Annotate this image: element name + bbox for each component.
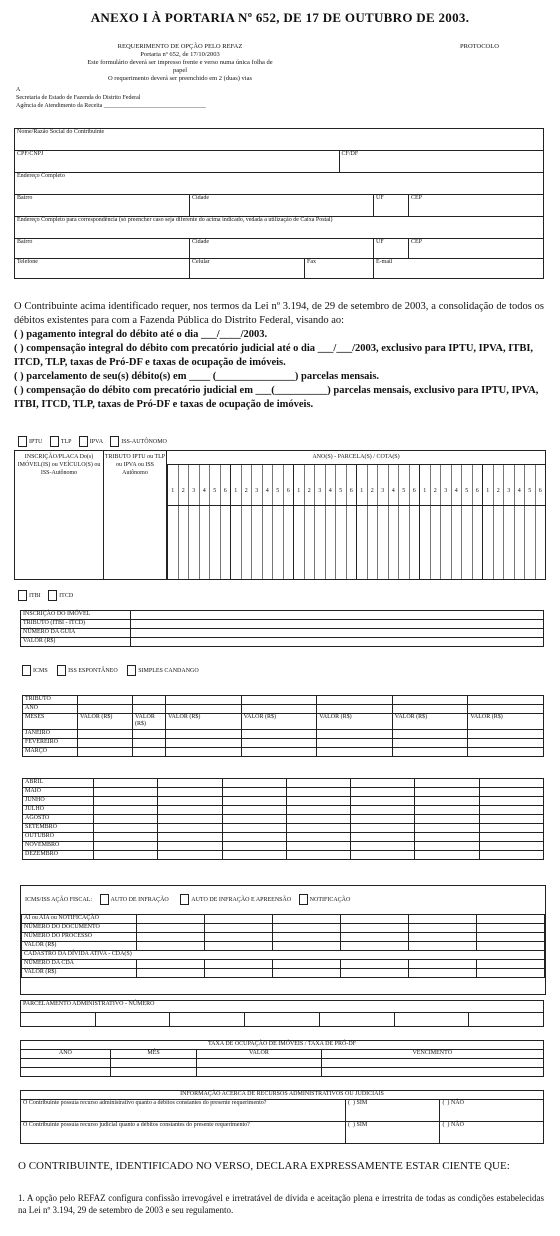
s3-month: ABRIL: [23, 779, 94, 788]
request-instruction-2: O requerimento deverá ser preenchido em 2 (duas) vias: [107, 75, 253, 82]
s7-q1-nao[interactable]: ( ) NÃO: [440, 1100, 544, 1122]
s1-grid-number: 6: [412, 488, 416, 494]
option-compensacao-parcelas[interactable]: ( ) compensação do débito com precatório judicial em ___(__________) parcelas mensais, exclusivo para IPTU, IPVA, ITBI, ITCD, TLP, taxas de Pró-DF e taxas de ocupação de imóveis.: [14, 385, 539, 410]
telefone-field[interactable]: Telefone: [15, 259, 190, 279]
s4-table: [21, 914, 545, 978]
footer-declaration: O CONTRIBUINTE, IDENTIFICADO NO VERSO, DECLARA EXPRESSAMENTE ESTAR CIENTE QUE:: [18, 1160, 510, 1172]
s1-grid-number: 5: [339, 488, 343, 494]
s1-grid-number: 1: [423, 488, 427, 494]
s1-grid-column[interactable]: [419, 465, 430, 579]
s7-q2: O Contribuinte possuía recurso judicial quanto a débitos constantes do presente requerimento?: [21, 1122, 346, 1144]
s1-grid-number: 3: [444, 488, 448, 494]
icms-checkbox[interactable]: [22, 665, 31, 676]
itbi-checkbox[interactable]: [18, 590, 27, 601]
s3-month: MARÇO: [23, 748, 78, 757]
s2-row-inscricao: INSCRIÇÃO DO IMÓVEL: [21, 611, 131, 620]
s6-col-vencimento: VENCIMENTO: [321, 1050, 543, 1059]
s7-nao-label: NÃO: [450, 1100, 464, 1106]
s1-grid-number: 6: [475, 488, 479, 494]
s1-grid-column[interactable]: [398, 465, 409, 579]
s1-grid-column[interactable]: [188, 465, 199, 579]
s3-month: NOVEMBRO: [23, 842, 94, 851]
s1-grid-number: 2: [244, 488, 248, 494]
s1-grid-column[interactable]: [535, 465, 546, 579]
s2-cell[interactable]: [131, 638, 544, 647]
s7-table: [20, 1090, 544, 1144]
s4-row-documento: NÚMERO DO DOCUMENTO: [22, 924, 137, 933]
icms-label: ICMS: [33, 667, 48, 674]
s1-grid-number: 3: [381, 488, 385, 494]
s1-grid-column[interactable]: [430, 465, 441, 579]
s4-label: ICMS/ISS AÇÃO FISCAL:: [25, 896, 93, 903]
s1-grid-number: 4: [454, 488, 458, 494]
option-parcelamento[interactable]: ( ) parcelamento de seu(s) débito(s) em ____ (_______________) parcelas mensais.: [14, 371, 380, 382]
s1-grid-column[interactable]: [178, 465, 189, 579]
s3-valor-4: VALOR (R$): [241, 714, 317, 730]
contribuinte-table: [14, 128, 544, 279]
s1-grid-number: 2: [370, 488, 374, 494]
s1-grid-column[interactable]: [199, 465, 210, 579]
s1-grid-column[interactable]: [493, 465, 504, 579]
s1-grid-column[interactable]: [524, 465, 535, 579]
s3-meses: MESES: [23, 714, 78, 730]
s2-checks: [18, 590, 73, 601]
s1-col-inscricao-header: INSCRIÇÃO/PLACA Do(s) IMÓVEL(IS) ou VEÍCULO(S) ou ISS-Autônomo: [17, 454, 101, 476]
address-agencia: Agência de Atendimento da Receita __________________________________: [16, 103, 206, 109]
cidade-field[interactable]: Cidade: [190, 195, 374, 217]
s4-row-processo: NÚMERO DO PROCESSO: [22, 933, 137, 942]
s1-grid-number: 4: [391, 488, 395, 494]
s6-title: TAXA DE OCUPAÇÃO DE IMÓVEIS / TAXA DE PRÓ-DF: [21, 1041, 544, 1050]
cpf-field[interactable]: CPF/CNPJ: [15, 151, 340, 173]
auto-apreensao-label: AUTO DE INFRAÇÃO E APREENSÃO: [191, 896, 292, 903]
page-title: ANEXO I À PORTARIA Nº 652, DE 17 DE OUTUBRO DE 2003.: [90, 10, 470, 25]
s1-grid-divider: [167, 505, 545, 506]
s3-valor-7: VALOR (R$): [468, 714, 544, 730]
s1-grid-number: 5: [465, 488, 469, 494]
s1-grid-number: 2: [181, 488, 185, 494]
s4-header: [25, 894, 350, 905]
s3-valor-2: VALOR (R$): [133, 714, 166, 730]
s2-row-guia: NÚMERO DA GUIA: [21, 629, 131, 638]
request-title: REQUERIMENTO DE OPÇÃO PELO REFAZ: [117, 43, 243, 50]
s1-grid-column[interactable]: [220, 465, 231, 579]
s3-month: AGOSTO: [23, 815, 94, 824]
s1-grid-column[interactable]: [356, 465, 367, 579]
s5-table: [20, 1000, 544, 1027]
s1-grid-column[interactable]: [241, 465, 252, 579]
s1-grid-column[interactable]: [440, 465, 451, 579]
s1-grid-number: 5: [402, 488, 406, 494]
s3-month: FEVEREIRO: [23, 739, 78, 748]
iptu-label: IPTU: [29, 438, 43, 445]
option-compensacao-integral[interactable]: ( ) compensação integral do débito com precatório judicial até o dia ___/___/2003, exclusivo para IPTU, IPVA, ITBI, ITCD, TLP, taxas de Pró-DF e taxas de ocupação de imóveis.: [14, 343, 534, 368]
s1-grid-number: 1: [171, 488, 175, 494]
s1-grid-column[interactable]: [451, 465, 462, 579]
s1-grid-number: 3: [507, 488, 511, 494]
endereco-field[interactable]: Endereço Completo: [15, 173, 544, 195]
s1-grid-number: 3: [318, 488, 322, 494]
s1-grid-column[interactable]: [230, 465, 241, 579]
footer-item-1: 1. A opção pelo REFAZ configura confissão irrevogável e irretratável de dívida e aceitação plena e irrestrita de todas as condições estabelecidas na Lei nº 3.194, 29 de setembro de 2003 e seu regulamento.: [18, 1193, 544, 1215]
s1-col-tributo-header: TRIBUTO IPTU ou TLP ou IPVA ou ISS Autônomo: [104, 454, 166, 476]
s1-grid-number: 5: [528, 488, 532, 494]
s1-grid-column[interactable]: [293, 465, 304, 579]
address-secretaria: Secretaria de Estado de Fazenda do Distrito Federal: [16, 95, 141, 101]
s1-grid-number: 4: [265, 488, 269, 494]
notificacao-label: NOTIFICAÇÃO: [309, 896, 351, 903]
request-instruction-1: Este formulário deverá ser impresso frente e verso numa única folha de papel: [87, 59, 273, 74]
s1-grid-number: 5: [213, 488, 217, 494]
s7-sim-label: SIM: [356, 1100, 368, 1106]
s4-block: [20, 885, 546, 995]
auto-infracao-label: AUTO DE INFRAÇÃO: [110, 896, 169, 903]
s1-grid-number: 3: [255, 488, 259, 494]
s4-row-valor: VALOR (R$): [22, 942, 137, 951]
s7-nao-label: NÃO: [450, 1122, 464, 1128]
ipva-checkbox[interactable]: [79, 436, 88, 447]
s1-checks: [18, 436, 167, 447]
request-intro: O Contribuinte acima identificado requer, nos termos da Lei nº 3.194, de 29 de setembro de 2003, a consolidação de todos os débitos existentes para com a Fazenda Pública do Distrito Federal, visando ao:: [14, 301, 544, 326]
s7-sim-label: SIM: [356, 1122, 368, 1128]
s1-grid-column[interactable]: [346, 465, 357, 579]
s2-cell[interactable]: [131, 611, 544, 620]
s7-q1: O Contribuinte possuía recurso administrativo quanto a débitos constantes do presente requerimento?: [21, 1100, 346, 1122]
s1-grid-column[interactable]: [388, 465, 399, 579]
request-header: [80, 43, 280, 83]
option-pagamento[interactable]: ( ) pagamento integral do débito até o dia ___/____/2003.: [14, 329, 268, 340]
address-block: [16, 86, 206, 110]
s6-col-mes: MÊS: [110, 1050, 196, 1059]
cidade-corresp-field[interactable]: Cidade: [190, 239, 374, 259]
s3-valor-5: VALOR (R$): [317, 714, 393, 730]
s1-grid-number: 4: [517, 488, 521, 494]
s3-valor-3: VALOR (R$): [166, 714, 242, 730]
s1-grid-column[interactable]: [304, 465, 315, 579]
s3-table-a: [22, 695, 544, 757]
s3-month: MAIO: [23, 788, 94, 797]
s6-col-ano: ANO: [21, 1050, 111, 1059]
s1-grid-column[interactable]: [367, 465, 378, 579]
s3-checks: [22, 665, 199, 676]
s1-col-inscricao: [15, 451, 104, 579]
auto-infracao-checkbox[interactable]: [100, 894, 109, 905]
simples-candango-checkbox[interactable]: [127, 665, 136, 676]
s4-cda-valor: VALOR (R$): [22, 969, 137, 978]
s1-grid-column[interactable]: [503, 465, 514, 579]
s1-grid-column[interactable]: [262, 465, 273, 579]
s1-grid-number: 6: [538, 488, 542, 494]
request-portaria: Portaria nº 652, de 17/10/2003: [140, 51, 220, 58]
s1-grid-column[interactable]: [325, 465, 336, 579]
s7-q2-nao[interactable]: ( ) NÃO: [440, 1122, 544, 1144]
s1-grid-number: 1: [486, 488, 490, 494]
s1-grid-column[interactable]: [377, 465, 388, 579]
s1-grid-number: 1: [234, 488, 238, 494]
s1-grid-number: 5: [276, 488, 280, 494]
s1-grid-number: 1: [360, 488, 364, 494]
s1-grid-number: 4: [328, 488, 332, 494]
s1-grid-number: 2: [433, 488, 437, 494]
iss-espontaneo-checkbox[interactable]: [57, 665, 66, 676]
s2-row-valor: VALOR (R$): [21, 638, 131, 647]
address-a: A: [16, 87, 21, 93]
itcd-checkbox[interactable]: [48, 590, 57, 601]
iss-autonomo-label: ISS-AUTÔNOMO: [121, 438, 167, 445]
itbi-label: ITBI: [29, 592, 41, 599]
s1-grid-column[interactable]: [461, 465, 472, 579]
s3-month: JULHO: [23, 806, 94, 815]
endereco-corresp-field[interactable]: Endereço Completo para correspondência (só preencher caso seja diferente do acima indicado, vedada a utilização de Caixa Postal): [15, 217, 544, 239]
s1-grid-column[interactable]: [314, 465, 325, 579]
s3-valor-1: VALOR (R$): [78, 714, 133, 730]
s7-title: INFORMAÇÃO ACERCA DE RECURSOS ADMINISTRATIVOS OU JUDICIAIS: [21, 1091, 544, 1100]
nome-field[interactable]: Nome/Razão Social do Contribuinte: [15, 129, 544, 151]
s5-label: PARCELAMENTO ADMINISTRATIVO - NÚMERO: [21, 1001, 544, 1013]
s2-cell[interactable]: [131, 620, 544, 629]
s1-grid-number: 6: [349, 488, 353, 494]
s3-ano: ANO: [23, 705, 78, 714]
s1-grid-number: 4: [202, 488, 206, 494]
s1-grid-number: 2: [496, 488, 500, 494]
s3-valor-6: VALOR (R$): [392, 714, 468, 730]
s3-month: JANEIRO: [23, 730, 78, 739]
s6-col-valor: VALOR: [197, 1050, 321, 1059]
uf-corresp-field[interactable]: UF: [374, 239, 409, 259]
s4-cda-numero: NÚMERO DA CDA: [22, 960, 137, 969]
tlp-label: TLP: [60, 438, 72, 445]
s1-col-anos-header: ANO(S) - PARCELA(S) / COTA(S): [312, 454, 400, 460]
tlp-checkbox[interactable]: [50, 436, 59, 447]
s3-month: DEZEMBRO: [23, 851, 94, 860]
s1-grid-number: 3: [192, 488, 196, 494]
bairro-field[interactable]: Bairro: [15, 195, 190, 217]
s1-grid[interactable]: [167, 465, 545, 579]
s1-grid-column[interactable]: [514, 465, 525, 579]
s7-q2-sim[interactable]: ( ) SIM: [346, 1122, 440, 1144]
s1-grid-column[interactable]: [283, 465, 294, 579]
s1-grid-column[interactable]: [209, 465, 220, 579]
protocolo-label: PROTOCOLO: [460, 43, 499, 50]
iss-espontaneo-label: ISS ESPONTÂNEO: [68, 667, 118, 674]
itcd-label: ITCD: [59, 592, 74, 599]
cep-field[interactable]: CEP: [409, 195, 544, 217]
s3-month: JUNHO: [23, 797, 94, 806]
cep-corresp-field[interactable]: CEP: [409, 239, 544, 259]
s3-month: SETEMBRO: [23, 824, 94, 833]
iss-autonomo-checkbox[interactable]: [110, 436, 119, 447]
s1-grid-number: 6: [286, 488, 290, 494]
notificacao-checkbox[interactable]: [299, 894, 308, 905]
s1-grid-column[interactable]: [472, 465, 483, 579]
email-field[interactable]: E-mail: [374, 259, 544, 279]
s1-grid-number: 1: [297, 488, 301, 494]
celular-field[interactable]: Celular: [190, 259, 305, 279]
s1-grid-column[interactable]: [251, 465, 262, 579]
request-text: [14, 300, 544, 412]
cfdf-field[interactable]: CF/DF: [339, 151, 544, 173]
s2-row-tributo: TRIBUTO (ITBI - ITCD): [21, 620, 131, 629]
s3-tributo: TRIBUTO: [23, 696, 78, 705]
uf-field[interactable]: UF: [374, 195, 409, 217]
fax-field[interactable]: Fax: [305, 259, 374, 279]
address-agencia-text: Agência de Atendimento da Receita: [16, 103, 103, 109]
s1-col-tributo: [104, 451, 167, 579]
iptu-checkbox[interactable]: [18, 436, 27, 447]
s4-row-ai: AI ou AIA ou NOTIFICAÇÃO: [22, 915, 137, 924]
s3-month: OUTUBRO: [23, 833, 94, 842]
s1-grid-column[interactable]: [335, 465, 346, 579]
ipva-label: IPVA: [89, 438, 103, 445]
s1-grid-number: 6: [223, 488, 227, 494]
s6-table: [20, 1040, 544, 1077]
s2-table: [20, 610, 544, 647]
s1-grid-column[interactable]: [272, 465, 283, 579]
s1-grid-number: 2: [307, 488, 311, 494]
auto-apreensao-checkbox[interactable]: [180, 894, 189, 905]
s7-q1-sim[interactable]: ( ) SIM: [346, 1100, 440, 1122]
s4-cda-title: CADASTRO DA DÍVIDA ATIVA - CDA(S): [22, 951, 545, 960]
simples-candango-label: SIMPLES CANDANGO: [138, 667, 199, 674]
s2-cell[interactable]: [131, 629, 544, 638]
s1-grid-column[interactable]: [409, 465, 420, 579]
s1-grid-column[interactable]: [482, 465, 493, 579]
bairro-corresp-field[interactable]: Bairro: [15, 239, 190, 259]
s1-table: [14, 450, 546, 580]
s1-grid-column[interactable]: [167, 465, 178, 579]
s3-table-b: [22, 778, 544, 860]
